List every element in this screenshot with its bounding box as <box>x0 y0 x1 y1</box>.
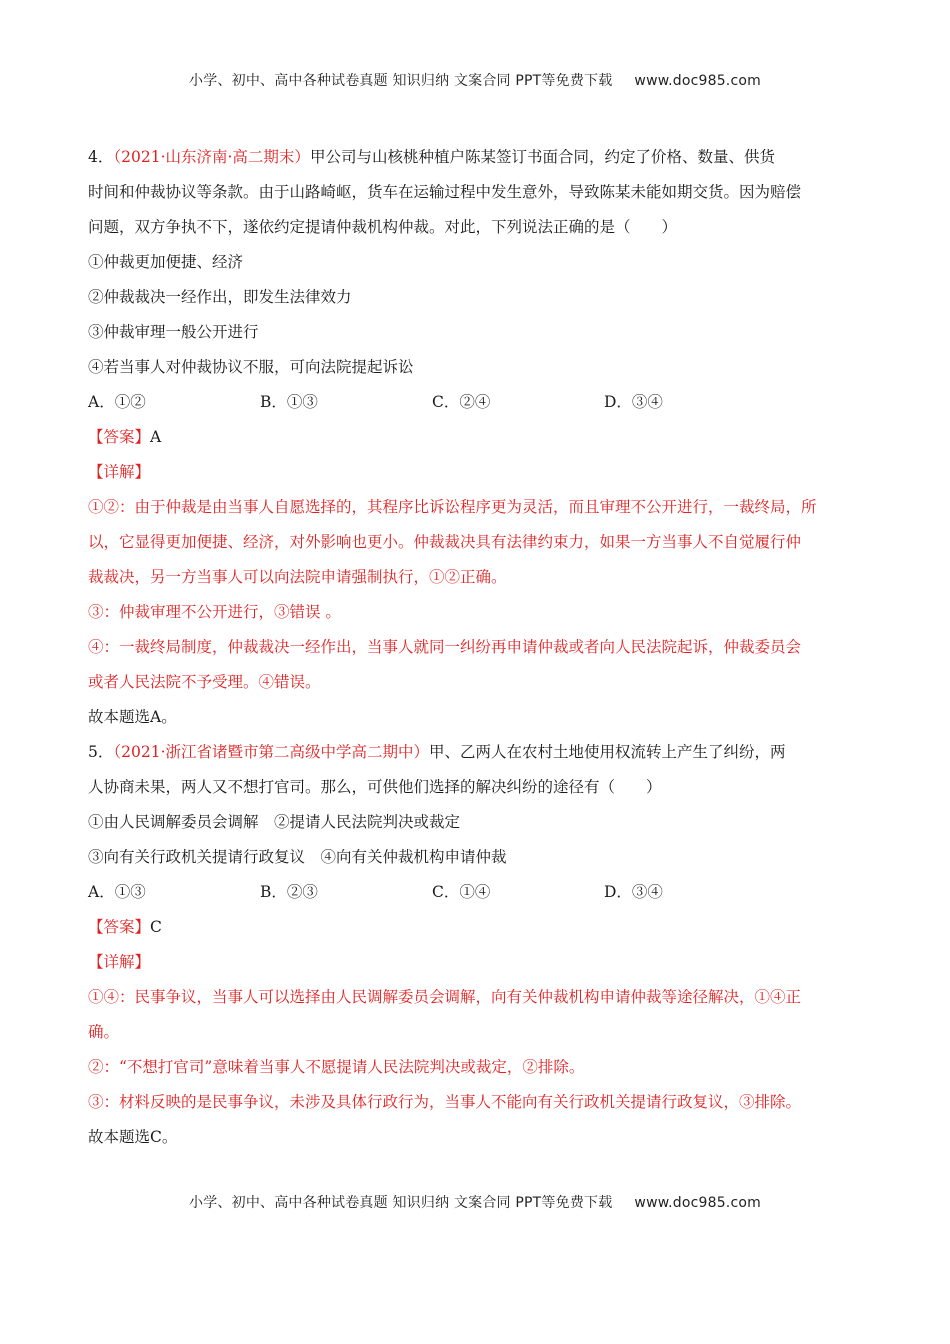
footer-banner-url[interactable]: www.doc985.com <box>634 1195 761 1211</box>
q4-stem-line-1 <box>88 140 860 175</box>
q4-detail-line-2: 以，它显得更加便捷、经济，对外影响也更小。仲裁裁决具有法律约束力，如果一方当事人不自觉履行仲 <box>88 533 802 551</box>
banner-text: 小学、初中、高中各种试卷真题 知识归纳 文案合同 PPT等免费下载 <box>189 73 613 89</box>
q5-detail-line-4: ③：材料反映的是民事争议，未涉及具体行政行为，当事人不能向有关行政机关提请行政复议，③排除。 <box>88 1093 802 1111</box>
q4-option-d: D．③④ <box>604 393 663 411</box>
q4-detail-line-4: ③：仲裁审理不公开进行，③错误 。 <box>88 603 341 621</box>
q5-answer-label: 【答案】 <box>88 918 151 936</box>
q5-source: （2021·浙江省诸暨市第二高级中学高二期中） <box>113 743 429 761</box>
footer-banner <box>0 1192 950 1212</box>
q5-option-a: A．①③ <box>88 883 146 901</box>
q5-items-line-1: ①由人民调解委员会调解 ②提请人民法院判决或裁定 <box>88 813 461 831</box>
q5-option-b: B．②③ <box>260 883 318 901</box>
q5-stem-line-2: 人协商未果，两人又不想打官司。那么，可供他们选择的解决纠纷的途径有（ ） <box>88 778 662 796</box>
q4-detail-line-5: ④：一裁终局制度，仲裁裁决一经作出，当事人就同一纠纷再申请仲裁或者向人民法院起诉，仲裁委员会 <box>88 638 802 656</box>
q4-answer-label: 【答案】 <box>88 428 151 446</box>
q5-option-c: C．①④ <box>432 883 491 901</box>
q4-item-3: ③仲裁审理一般公开进行 <box>88 323 259 341</box>
q5-detail-line-3: ②：“不想打官司”意味着当事人不愿提请人民法院判决或裁定，②排除。 <box>88 1058 585 1076</box>
q4-stem-line-2: 时间和仲裁协议等条款。由于山路崎岖，货车在运输过程中发生意外，导致陈某未能如期交货。因为赔偿 <box>88 183 802 201</box>
q5-detail-line-1: ①④：民事争议，当事人可以选择由人民调解委员会调解，向有关仲裁机构申请仲裁等途径解决，①④正 <box>88 988 802 1006</box>
q4-detail-line-3: 裁裁决，另一方当事人可以向法院申请强制执行，①②正确。 <box>88 568 507 586</box>
q5-conclusion: 故本题选C。 <box>88 1128 178 1146</box>
q4-answer <box>88 420 860 455</box>
q5-detail-line-2: 确。 <box>88 1023 120 1041</box>
q4-item-4: ④若当事人对仲裁协议不服，可向法院提起诉讼 <box>88 358 414 376</box>
q5-items-line-2: ③向有关行政机关提请行政复议 ④向有关仲裁机构申请仲裁 <box>88 848 507 866</box>
q5-options <box>88 875 860 910</box>
q4-option-b: B．①③ <box>260 393 318 411</box>
footer-banner-text: 小学、初中、高中各种试卷真题 知识归纳 文案合同 PPT等免费下载 <box>189 1195 613 1211</box>
q4-detail-line-6: 或者人民法院不予受理。④错误。 <box>88 673 321 691</box>
q5-number: 5． <box>88 743 114 761</box>
q4-stem-line-3: 问题，双方争执不下，遂依约定提请仲裁机构仲裁。对此，下列说法正确的是（ ） <box>88 218 678 236</box>
q4-options <box>88 385 860 420</box>
q4-option-a: A．①② <box>88 393 146 411</box>
q4-conclusion: 故本题选A。 <box>88 708 177 726</box>
q4-item-1: ①仲裁更加便捷、经济 <box>88 253 244 271</box>
document-body <box>88 140 860 1155</box>
q4-source: （2021·山东济南·高二期末） <box>113 148 310 166</box>
q4-number: 4． <box>88 148 114 166</box>
q4-answer-value: A <box>150 428 162 446</box>
q4-stem-text: 甲公司与山核桃种植户陈某签订书面合同，约定了价格、数量、供货 <box>309 148 775 166</box>
q4-detail-line-1: ①②：由于仲裁是由当事人自愿选择的，其程序比诉讼程序更为灵活，而且审理不公开进行，一裁终局，所 <box>88 498 817 516</box>
q5-stem-text: 甲、乙两人在农村土地使用权流转上产生了纠纷，两 <box>429 743 786 761</box>
q4-item-2: ②仲裁裁决一经作出，即发生法律效力 <box>88 288 352 306</box>
q4-detail-label: 【详解】 <box>88 463 151 481</box>
q5-stem-line-1 <box>88 735 860 770</box>
q5-answer <box>88 910 860 945</box>
q5-option-d: D．③④ <box>604 883 663 901</box>
q4-option-c: C．②④ <box>432 393 491 411</box>
q5-detail-label: 【详解】 <box>88 953 151 971</box>
header-banner <box>0 70 950 90</box>
banner-url[interactable]: www.doc985.com <box>634 73 761 89</box>
q5-answer-value: C <box>150 918 162 936</box>
